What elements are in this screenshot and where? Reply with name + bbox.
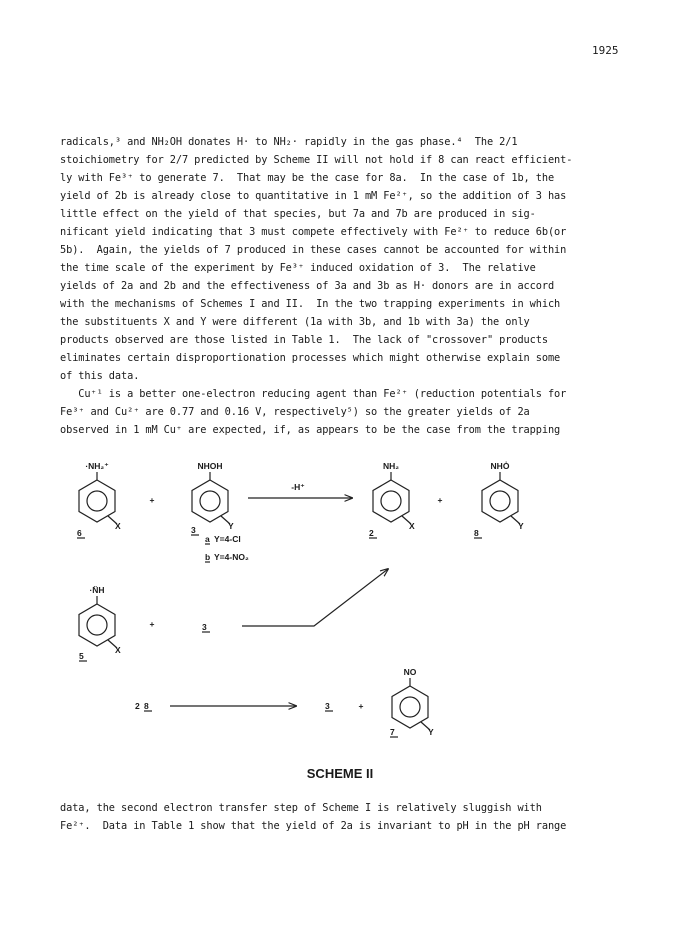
text-line: Fe³⁺ and Cu²⁺ are 0.77 and 0.16 V, respectively⁵) so the greater yields of 2a <box>60 406 530 418</box>
text-line: data, the second electron transfer step of Scheme I is relatively sluggish with <box>60 802 542 814</box>
row3-reactant-8: 8 <box>144 701 149 711</box>
plus-sign: + <box>149 495 155 505</box>
plus-sign: + <box>358 701 364 711</box>
scheme-ii-diagram <box>0 440 680 800</box>
text-line: little effect on the yield of that species, but 7a and 7b are produced in sig- <box>60 208 536 220</box>
nh-radical-label: ·N̈H <box>89 585 105 595</box>
text-line: stoichiometry for 2/7 predicted by Scheme II will not hold if 8 can react efficient- <box>60 154 573 166</box>
text-line: the time scale of the experiment by Fe³⁺ induced oxidation of 3. The relative <box>60 262 536 274</box>
variant-a-letter: a <box>205 534 210 544</box>
benzene-ring-6 <box>79 472 117 524</box>
compound-6-label: 6 <box>77 528 82 538</box>
text-line: eliminates certain disproportionation processes which might otherwise explain some <box>60 352 561 364</box>
converging-arrow <box>242 569 388 626</box>
scheme-title: SCHEME II <box>306 766 374 781</box>
text-line: yields of 2a and 2b and the effectiveness of 3a and 3b as H· donors are in accord <box>60 280 555 292</box>
y-substituent: Y <box>518 521 524 531</box>
benzene-ring-5 <box>79 596 117 648</box>
variant-b-text: Y=4-NO₂ <box>214 552 249 562</box>
benzene-ring-3 <box>192 472 230 524</box>
compound-3-label: 3 <box>191 525 196 535</box>
variant-a-text: Y=4-Cl <box>214 534 241 544</box>
nh2-radical-cation-label: ·NH₂⁺ <box>85 461 109 471</box>
x-substituent: X <box>409 521 415 531</box>
text-line: products observed are those listed in Table 1. The lack of "crossover" products <box>60 334 548 346</box>
page-number: 1925 <box>592 44 619 57</box>
compound-7-label: 7 <box>390 727 395 737</box>
nh2-label: NH₂ <box>382 461 400 471</box>
benzene-ring-7 <box>392 678 430 730</box>
compound-2-label: 2 <box>369 528 374 538</box>
no-label: NO <box>403 667 417 677</box>
text-line: ly with Fe³⁺ to generate 7. That may be the case for 8a. In the case of 1b, the <box>60 172 555 184</box>
plus-sign: + <box>149 619 155 629</box>
benzene-ring-8 <box>482 472 520 524</box>
text-line: 5b). Again, the yields of 7 produced in these cases cannot be accounted for within <box>60 244 567 256</box>
x-substituent: X <box>115 645 121 655</box>
variant-b-letter: b <box>205 552 211 562</box>
benzene-ring-2 <box>373 472 411 524</box>
minus-h-plus-label: -H⁺ <box>291 482 305 492</box>
y-substituent: Y <box>428 727 434 737</box>
text-line: with the mechanisms of Schemes I and II. In the two trapping experiments in which <box>60 298 561 310</box>
compound-8-label: 8 <box>474 528 479 538</box>
row3-coefficient: 2 <box>135 701 140 711</box>
text-line: radicals,³ and NH₂OH donates H· to NH₂· rapidly in the gas phase.⁴ The 2/1 <box>60 136 518 148</box>
text-line: yield of 2b is already close to quantitative in 1 mM Fe²⁺, so the addition of 3 has <box>60 190 567 202</box>
compound-5-label: 5 <box>79 651 84 661</box>
nho-radical-label: NHȮ <box>490 461 510 471</box>
y-substituent: Y <box>228 521 234 531</box>
nhoh-label: NHOH <box>197 461 223 471</box>
plus-sign: + <box>437 495 443 505</box>
text-line: Fe²⁺. Data in Table 1 show that the yield of 2a is invariant to pH in the pH range <box>60 820 567 832</box>
row3-product-3: 3 <box>325 701 330 711</box>
text-line: nificant yield indicating that 3 must compete effectively with Fe²⁺ to reduce 6b(or <box>60 226 567 238</box>
text-line: the substituents X and Y were different (1a with 3b, and 1b with 3a) the only <box>60 316 530 328</box>
text-line: observed in 1 mM Cu⁺ are expected, if, as appears to be the case from the trapping <box>60 424 561 436</box>
x-substituent: X <box>115 521 121 531</box>
text-line: of this data. <box>60 370 140 382</box>
row2-reagent-3: 3 <box>202 622 207 632</box>
text-line: Cu⁺¹ is a better one-electron reducing agent than Fe²⁺ (reduction potentials for <box>60 388 567 400</box>
